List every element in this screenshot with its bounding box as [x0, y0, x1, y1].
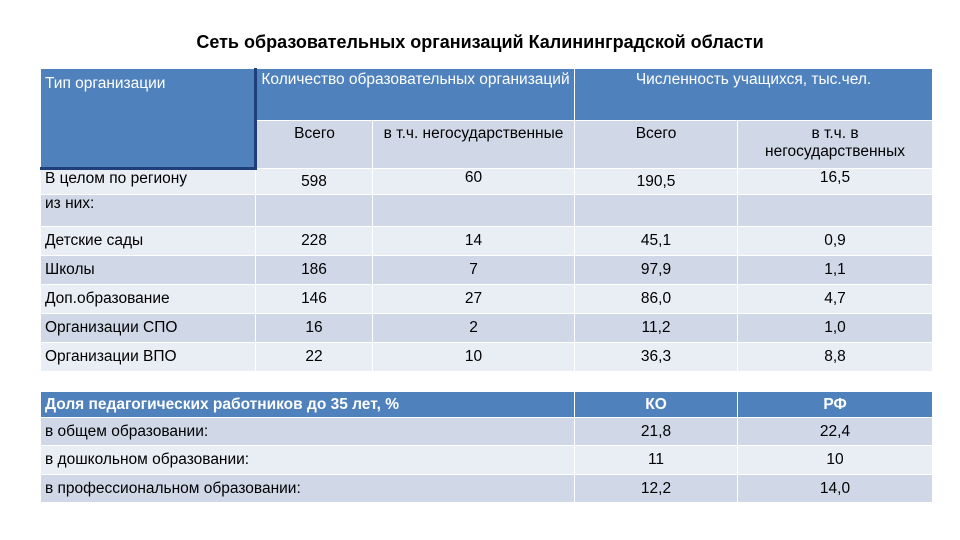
- table-row: [41, 256, 933, 285]
- page-title: Сеть образовательных организаций Калининградской области: [196, 32, 764, 52]
- cell-students-total: 97,9: [575, 256, 738, 285]
- cell-students-private: 1,1: [738, 256, 933, 285]
- header-rf: РФ: [738, 392, 933, 418]
- cell-rf: 10: [738, 446, 933, 475]
- cell-students-total: 36,3: [575, 343, 738, 372]
- table-row: [41, 227, 933, 256]
- cell-rf: 22,4: [738, 418, 933, 446]
- young-teachers-header: [41, 392, 933, 418]
- cell-count-total: 16: [256, 314, 373, 343]
- cell-students-private: 0,9: [738, 227, 933, 256]
- header-ko: КО: [575, 392, 738, 418]
- row-label: в общем образовании:: [41, 418, 575, 446]
- region-row: [41, 169, 933, 195]
- cell-count-private: 2: [373, 314, 575, 343]
- cell-students-total: 45,1: [575, 227, 738, 256]
- young-teachers-table: [40, 391, 933, 503]
- cell-count-private: 10: [373, 343, 575, 372]
- table-row: [41, 418, 933, 446]
- cell-count-private: 60: [373, 169, 575, 195]
- table-row: [41, 475, 933, 503]
- cell-students-private: 4,7: [738, 285, 933, 314]
- row-label: Детские сады: [41, 227, 256, 256]
- row-label: Организации ВПО: [41, 343, 256, 372]
- header-students-private: в т.ч. в негосударственных: [738, 121, 933, 169]
- cell-count-private: 7: [373, 256, 575, 285]
- cell-count-private: 27: [373, 285, 575, 314]
- cell-count-total: 22: [256, 343, 373, 372]
- row-label: в профессиональном образовании:: [41, 475, 575, 503]
- header-students: Численность учащихся, тыс.чел.: [575, 69, 933, 121]
- cell-count-total: 146: [256, 285, 373, 314]
- cell-students-total: 11,2: [575, 314, 738, 343]
- table-row: [41, 343, 933, 372]
- cell-students-private: 1,0: [738, 314, 933, 343]
- young-teachers-header-label: Доля педагогических работников до 35 лет, %: [41, 392, 575, 418]
- header-org-count: Количество образовательных организаций: [256, 69, 575, 121]
- cell-count-total: 228: [256, 227, 373, 256]
- of-them-row: [41, 195, 933, 227]
- cell-ko: 11: [575, 446, 738, 475]
- cell-ko: 12,2: [575, 475, 738, 503]
- cell-count-total: 598: [256, 169, 373, 195]
- row-label: Доп.образование: [41, 285, 256, 314]
- table-row: [41, 314, 933, 343]
- cell-students-total: 86,0: [575, 285, 738, 314]
- organizations-table: [40, 68, 933, 372]
- header-count-private: в т.ч. негосударственные: [373, 121, 575, 169]
- table-row: [41, 285, 933, 314]
- cell-count-total: 186: [256, 256, 373, 285]
- cell-ko: 21,8: [575, 418, 738, 446]
- cell-students-private: 16,5: [738, 169, 933, 195]
- cell-students-total: 190,5: [575, 169, 738, 195]
- header-count-total: Всего: [256, 121, 373, 169]
- header-students-total: Всего: [575, 121, 738, 169]
- row-label: В целом по региону: [41, 169, 256, 195]
- cell-rf: 14,0: [738, 475, 933, 503]
- cell-count-private: 14: [373, 227, 575, 256]
- row-label: Школы: [41, 256, 256, 285]
- row-label: Организации СПО: [41, 314, 256, 343]
- header-org-type: Тип организации: [41, 69, 256, 169]
- of-them-label: из них:: [41, 195, 256, 227]
- table-row: [41, 446, 933, 475]
- row-label: в дошкольном образовании:: [41, 446, 575, 475]
- cell-students-private: 8,8: [738, 343, 933, 372]
